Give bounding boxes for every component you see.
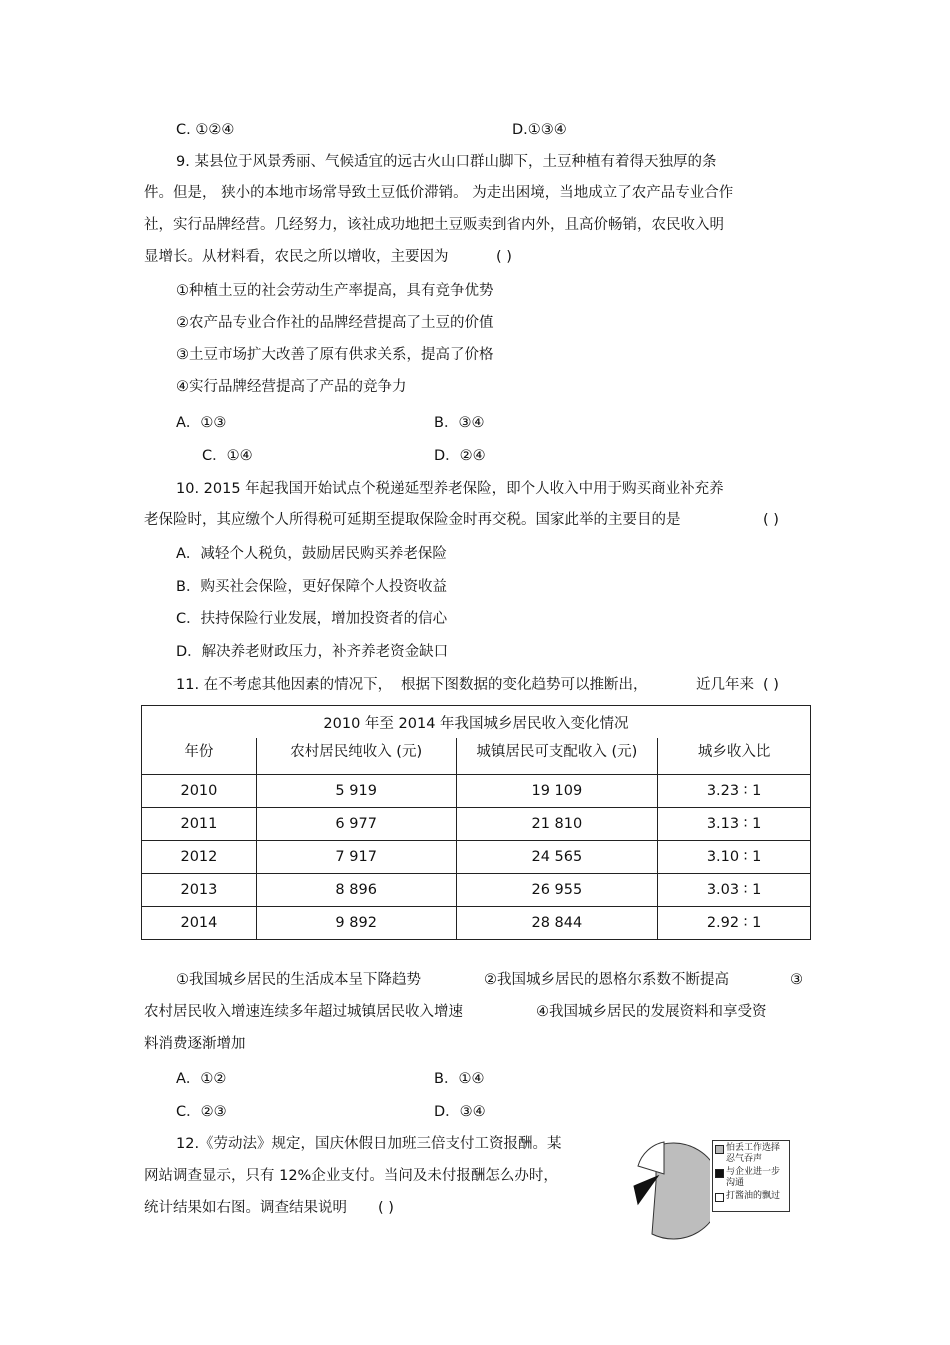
table-cell-ratio: 3.13 ∶ 1 xyxy=(658,808,811,841)
legend-item xyxy=(715,1167,787,1189)
q9-item-4: ④实行品牌经营提高了产品的竞争力 xyxy=(176,379,407,395)
q9-stem-line-4: 显增长。从材料看，农民之所以增收，主要因为 xyxy=(144,249,449,265)
q10-option-b: B．购买社会保险，更好保障个人投资收益 xyxy=(176,579,447,595)
q9-option-a: A．①③ xyxy=(176,415,227,431)
q11-statement-3-marker: ③ xyxy=(790,972,803,988)
q10-stem-line-1: 10. 2015 年起我国开始试点个税递延型养老保险，即个人收入中用于购买商业补充养 xyxy=(176,481,724,497)
table-cell-year: 2014 xyxy=(142,907,257,940)
table-cell-urban: 21 810 xyxy=(456,808,658,841)
legend-label: 怕丢工作选择忍气吞声 xyxy=(726,1143,781,1164)
q11-option-c: C．②③ xyxy=(176,1104,227,1120)
table-header-rural: 农村居民纯收入 (元) xyxy=(256,738,456,775)
q10-stem-line-2: 老保险时，其应缴个人所得税可延期至提取保险金时再交税。国家此举的主要目的是 xyxy=(144,512,681,528)
q12-stem-line-3: 统计结果如右图。调查结果说明 xyxy=(144,1200,347,1216)
table-row xyxy=(142,874,811,907)
q12-stem-line-1: 12.《劳动法》规定，国庆休假日加班三倍支付工资报酬。某 xyxy=(176,1136,562,1152)
q11-statement-2: ②我国城乡居民的恩格尔系数不断提高 xyxy=(484,972,729,988)
table-cell-urban: 24 565 xyxy=(456,841,658,874)
table-row xyxy=(142,775,811,808)
table-cell-year: 2013 xyxy=(142,874,257,907)
table-cell-ratio: 3.03 ∶ 1 xyxy=(658,874,811,907)
table-cell-urban: 26 955 xyxy=(456,874,658,907)
table-header-urban: 城镇居民可支配收入 (元) xyxy=(456,738,658,775)
q11-stem-part-3: 近几年来 xyxy=(696,677,754,693)
table-header-ratio: 城乡收入比 xyxy=(658,738,811,775)
table-cell-ratio: 3.23 ∶ 1 xyxy=(658,775,811,808)
legend-item xyxy=(715,1191,787,1202)
table-cell-urban: 19 109 xyxy=(456,775,658,808)
q11-statement-4: ④我国城乡居民的发展资料和享受资 xyxy=(536,1004,767,1020)
table-cell-urban: 28 844 xyxy=(456,907,658,940)
table-cell-rural: 7 917 xyxy=(256,841,456,874)
table-cell-year: 2011 xyxy=(142,808,257,841)
table-cell-rural: 6 977 xyxy=(256,808,456,841)
q10-option-a: A．减轻个人税负，鼓励居民购买养老保险 xyxy=(176,546,447,562)
table-cell-year: 2012 xyxy=(142,841,257,874)
pie-legend xyxy=(712,1140,790,1212)
q9-option-b: B．③④ xyxy=(434,415,485,431)
q9-option-d: D．②④ xyxy=(434,448,486,464)
pie-slice-pass-by xyxy=(638,1142,664,1174)
q9-item-3: ③土豆市场扩大改善了原有供求关系，提高了价格 xyxy=(176,347,494,363)
q9-item-1: ①种植土豆的社会劳动生产率提高，具有竞争优势 xyxy=(176,283,494,299)
legend-swatch-icon xyxy=(715,1193,724,1202)
table-row xyxy=(142,907,811,940)
table-row xyxy=(142,841,811,874)
legend-swatch-icon xyxy=(715,1145,724,1154)
table-cell-rural: 8 896 xyxy=(256,874,456,907)
q8-option-c: C. ①②④ xyxy=(176,122,235,138)
q11-answer-blank: ( ) xyxy=(763,677,779,693)
q10-option-c: C．扶持保险行业发展，增加投资者的信心 xyxy=(176,611,448,627)
q11-statement-1: ①我国城乡居民的生活成本呈下降趋势 xyxy=(176,972,421,988)
income-table xyxy=(141,705,811,940)
table-cell-ratio: 2.92 ∶ 1 xyxy=(658,907,811,940)
q9-item-2: ②农产品专业合作社的品牌经营提高了土豆的价值 xyxy=(176,315,494,331)
q9-stem-line-2: 件。但是， 狭小的本地市场常导致土豆低价滞销。 为走出困境，当地成立了农产品专业合作 xyxy=(144,185,734,201)
table-row xyxy=(142,808,811,841)
q11-option-b: B．①④ xyxy=(434,1071,485,1087)
q9-answer-blank: ( ) xyxy=(496,249,512,265)
survey-pie-chart xyxy=(628,1138,710,1240)
q11-option-a: A．①② xyxy=(176,1071,227,1087)
q11-stem-part-1: 11. 在不考虑其他因素的情况下， xyxy=(176,677,393,693)
q11-option-d: D．③④ xyxy=(434,1104,486,1120)
q12-answer-blank: ( ) xyxy=(378,1200,394,1216)
table-cell-year: 2010 xyxy=(142,775,257,808)
legend-label: 与企业进一步沟通 xyxy=(726,1167,781,1188)
q8-option-d: D.①③④ xyxy=(512,122,567,138)
q11-stem-part-2: 根据下图数据的变化趋势可以推断出， xyxy=(401,677,648,693)
legend-label: 打酱油的飘过 xyxy=(726,1191,781,1201)
legend-swatch-icon xyxy=(715,1169,724,1178)
q11-statement-4-cont: 料消费逐渐增加 xyxy=(144,1036,246,1052)
table-cell-rural: 5 919 xyxy=(256,775,456,808)
q11-statement-3: 农村居民收入增速连续多年超过城镇居民收入增速 xyxy=(144,1004,463,1020)
q9-stem-line-3: 社，实行品牌经营。几经努力，该社成功地把土豆贩卖到省内外，且高价畅销，农民收入明 xyxy=(144,217,724,233)
q12-stem-line-2: 网站调查显示，只有 12%企业支付。当问及未付报酬怎么办时， xyxy=(144,1168,558,1184)
table-cell-rural: 9 892 xyxy=(256,907,456,940)
table-title: 2010 年至 2014 年我国城乡居民收入变化情况 xyxy=(142,706,811,739)
legend-item xyxy=(715,1143,787,1165)
table-cell-ratio: 3.10 ∶ 1 xyxy=(658,841,811,874)
q10-option-d: D．解决养老财政压力，补齐养老资金缺口 xyxy=(176,644,449,660)
q9-option-c: C．①④ xyxy=(202,448,253,464)
q10-answer-blank: ( ) xyxy=(763,512,779,528)
table-header-year: 年份 xyxy=(142,738,257,775)
q9-stem-line-1: 9. 某县位于风景秀丽、气候适宜的远古火山口群山脚下，土豆种植有着得天独厚的条 xyxy=(176,154,717,170)
